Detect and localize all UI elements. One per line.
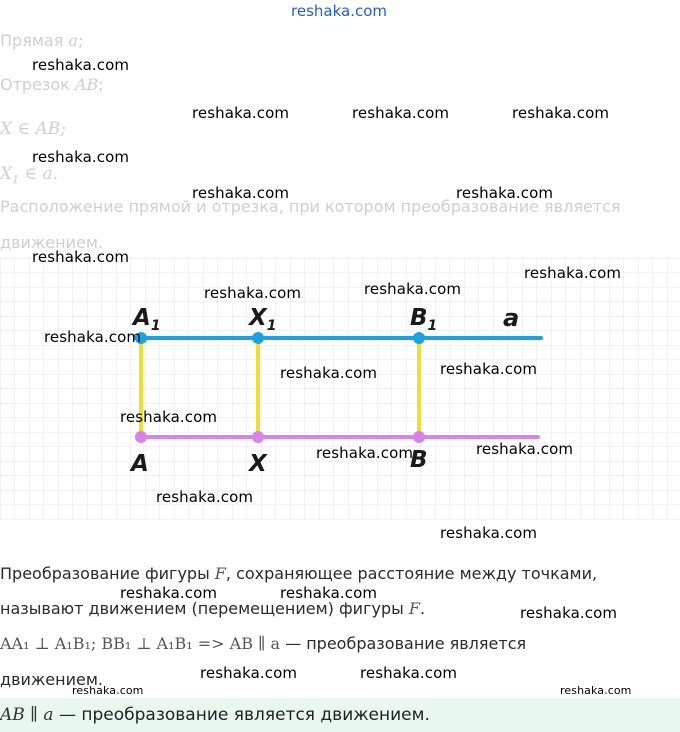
given-line-a-var: a <box>68 31 78 50</box>
point-x <box>252 431 264 443</box>
given-segment <box>0 75 104 94</box>
definition-line1 <box>0 564 597 583</box>
geometry-diagram <box>0 258 680 520</box>
definition-line1-prefix: Преобразование фигуры <box>0 564 215 583</box>
watermark: reshaka.com <box>352 104 450 122</box>
watermark: reshaka.com <box>364 280 462 298</box>
watermark: reshaka.com <box>360 664 458 682</box>
given-x-in-ab-text: X ∈ AB; <box>0 119 66 139</box>
answer-text <box>0 705 430 725</box>
watermark: reshaka.com <box>120 584 218 602</box>
given-segment-var: AB <box>74 75 99 94</box>
watermark: reshaka.com <box>32 248 130 266</box>
watermark: reshaka.com <box>560 684 632 697</box>
watermark: reshaka.com <box>440 524 538 542</box>
watermark: reshaka.com <box>192 184 290 202</box>
watermark: reshaka.com <box>316 444 414 462</box>
definition-line2-prefix: называют движением (перемещением) фигуры <box>0 599 409 618</box>
given-segment-suffix: ; <box>98 75 104 94</box>
point-b1 <box>413 332 425 344</box>
watermark: reshaka.com <box>156 488 254 506</box>
grid-background <box>0 258 680 520</box>
watermark: reshaka.com <box>192 104 290 122</box>
reasoning-line2: движением. <box>0 670 104 689</box>
definition-line2-var: F <box>408 599 420 618</box>
given-x1-in-a <box>0 164 58 186</box>
definition-line1-suffix: , сохраняющее расстояние между точками, <box>225 564 598 583</box>
point-b <box>413 431 425 443</box>
watermark: reshaka.com <box>200 664 298 682</box>
label-a1: $A_1$ <box>133 305 161 334</box>
watermark: reshaka.com <box>512 104 610 122</box>
reasoning-formula: AA₁ ⊥ A₁B₁; BB₁ ⊥ A₁B₁ => AB ∥ a <box>0 634 281 653</box>
given-task-line2: движением. <box>0 233 104 252</box>
answer-tail: — преобразование является движением. <box>53 705 430 725</box>
watermark: reshaka.com <box>440 360 538 378</box>
label-x1: $X_1$ <box>249 305 277 334</box>
label-x: X <box>249 451 267 477</box>
reasoning-line1 <box>0 634 526 653</box>
watermark: reshaka.com <box>204 284 302 302</box>
site-brand[interactable]: reshaka.com <box>291 2 387 20</box>
definition-line1-var: F <box>214 564 226 583</box>
watermark: reshaka.com <box>44 328 142 346</box>
label-b1: $B_1$ <box>410 305 438 334</box>
definition-line2-suffix: . <box>419 599 426 618</box>
label-a: A <box>131 451 149 477</box>
watermark: reshaka.com <box>280 364 378 382</box>
given-line-a-suffix: ; <box>77 31 84 50</box>
label-b: B <box>410 447 428 473</box>
given-x1-var: X <box>0 164 13 184</box>
label-line-a: a <box>503 304 520 332</box>
watermark: reshaka.com <box>456 184 554 202</box>
given-task-line1: Расположение прямой и отрезка, при котором преобразование является <box>0 197 621 216</box>
reasoning-tail: — преобразование является <box>280 634 527 653</box>
given-segment-prefix: Отрезок <box>0 75 70 94</box>
given-line-a-prefix: Прямая <box>0 31 64 50</box>
watermark: reshaka.com <box>32 56 130 74</box>
given-x1-rest: ∈ a. <box>19 164 59 184</box>
watermark: reshaka.com <box>280 584 378 602</box>
watermark: reshaka.com <box>520 604 618 622</box>
watermark: reshaka.com <box>72 684 144 697</box>
point-a <box>135 431 147 443</box>
watermark: reshaka.com <box>524 264 622 282</box>
watermark: reshaka.com <box>120 408 218 426</box>
given-x-in-ab <box>0 119 66 139</box>
given-x1-sub: 1 <box>12 173 20 187</box>
watermark: reshaka.com <box>32 148 130 166</box>
watermark: reshaka.com <box>476 440 574 458</box>
answer-formula: AB ∥ a <box>0 705 54 725</box>
point-x1 <box>252 332 264 344</box>
given-line-a <box>0 31 83 50</box>
